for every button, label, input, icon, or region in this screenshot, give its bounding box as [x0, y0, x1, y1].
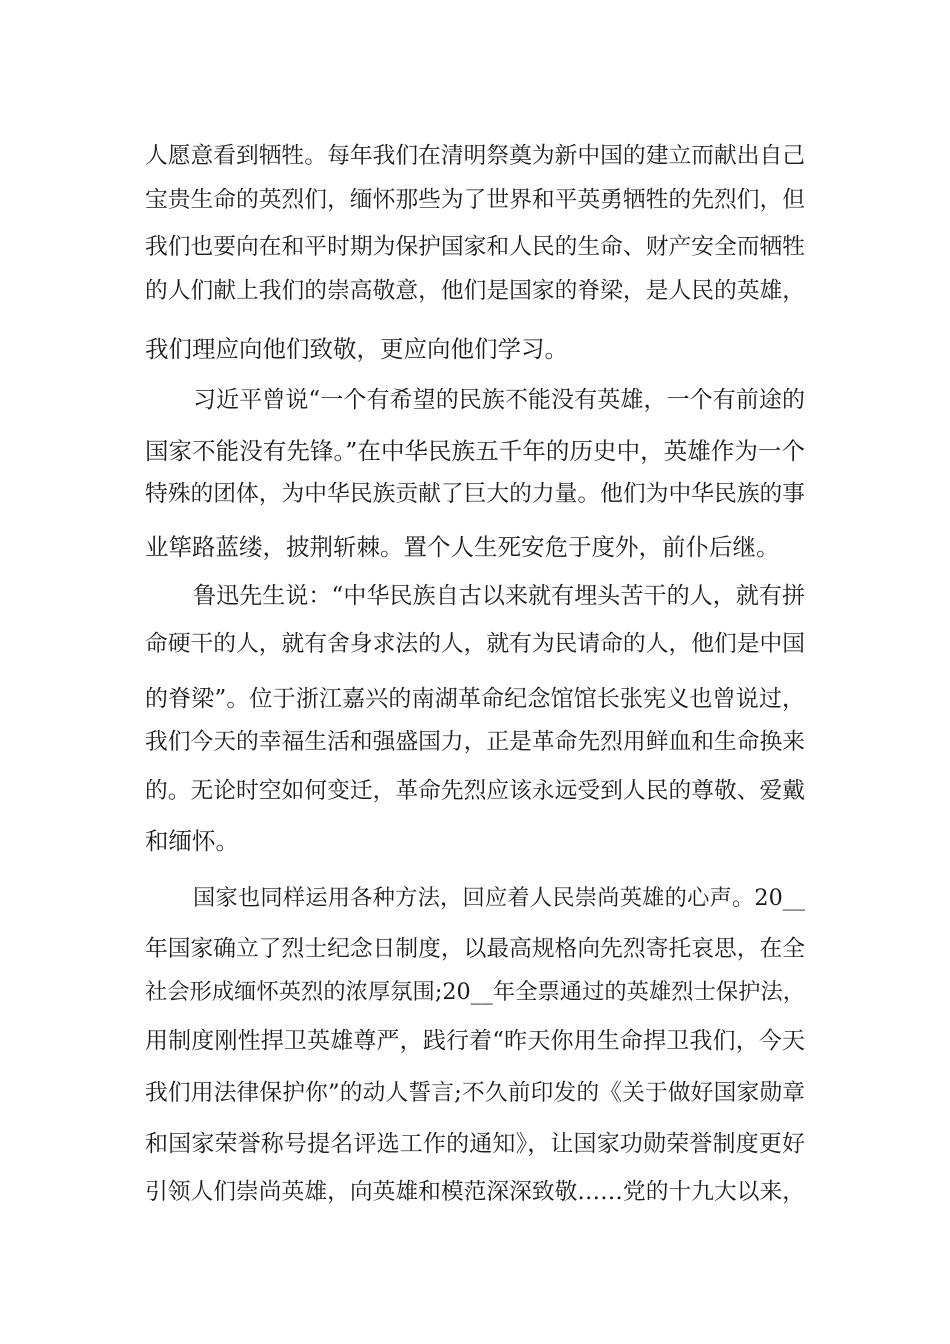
- text-line: 的人们献上我们的崇高敬意，他们是国家的脊梁，是人民的英雄，: [145, 278, 805, 304]
- text-line: 国家也同样运用各种方法，回应着人民崇尚英雄的心声。20__: [193, 885, 805, 911]
- text-line: 社会形成缅怀英烈的浓厚氛围;20__年全票通过的英雄烈士保护法，: [145, 979, 805, 1005]
- text-line: 鲁迅先生说：“中华民族自古以来就有埋头苦干的人，就有拼: [193, 583, 805, 609]
- text-line: 和国家荣誉称号提名评选工作的通知》，让国家功勋荣誉制度更好: [145, 1131, 805, 1157]
- text-line: 我们用法律保护你”的动人誓言;不久前印发的《关于做好国家勋章: [145, 1080, 805, 1106]
- text-line: 的。无论时空如何变迁，革命先烈应该永远受到人民的尊敬、爱戴: [145, 778, 805, 804]
- text-line: 我们也要向在和平时期为保护国家和人民的生命、财产安全而牺牲: [145, 234, 805, 260]
- text-line: 习近平曾说“一个有希望的民族不能没有英雄，一个有前途的: [193, 387, 805, 413]
- text-line: 宝贵生命的英烈们，缅怀那些为了世界和平英勇牺牲的先烈们，但: [145, 187, 805, 213]
- text-line: 命硬干的人，就有舍身求法的人，就有为民请命的人，他们是中国: [145, 631, 805, 657]
- text-line: 我们今天的幸福生活和强盛国力，正是革命先烈用鲜血和生命换来: [145, 729, 805, 755]
- text-line: 和缅怀。: [145, 827, 239, 855]
- text-line: 年国家确立了烈士纪念日制度，以最高规格向先烈寄托哀思，在全: [145, 936, 805, 962]
- text-line: 我们理应向他们致敬，更应向他们学习。: [145, 335, 568, 363]
- text-line: 特殊的团体，为中华民族贡献了巨大的力量。他们为中华民族的事: [145, 481, 805, 507]
- text-line: 的脊梁”。位于浙江嘉兴的南湖革命纪念馆馆长张宪义也曾说过，: [145, 686, 805, 712]
- text-line: 引领人们崇尚英雄，向英雄和模范深深致敬……党的十九大以来，: [145, 1179, 805, 1205]
- text-line: 业筚路蓝缕，披荆斩棘。置个人生死安危于度外，前仆后继。: [145, 533, 780, 561]
- text-line: 人愿意看到牺牲。每年我们在清明祭奠为新中国的建立而献出自己: [145, 143, 805, 169]
- text-line: 国家不能没有先锋。”在中华民族五千年的历史中，英雄作为一个: [145, 437, 805, 465]
- text-line: 用制度刚性捍卫英雄尊严，践行着“昨天你用生命捍卫我们，今天: [145, 1028, 805, 1054]
